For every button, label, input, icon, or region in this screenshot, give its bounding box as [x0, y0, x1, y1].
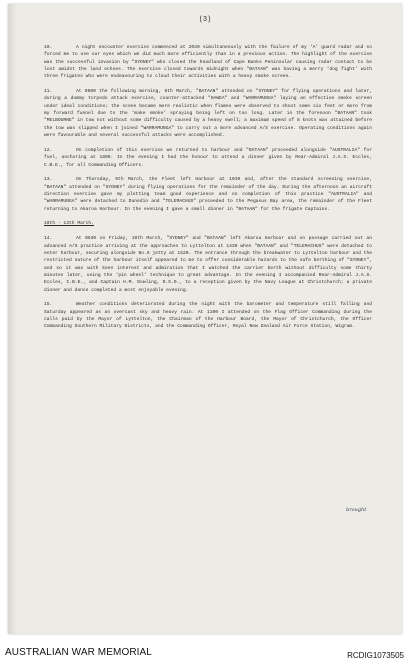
paragraph-number: 10.: [44, 45, 53, 50]
document-body: [44, 44, 372, 338]
paragraph-14: [44, 235, 372, 294]
section-heading: 10th - 13th March.: [44, 221, 94, 227]
paragraph-12: [44, 147, 372, 169]
paragraph-text: At 0600 the following morning, 8th March, "BATAAN" attended on "SYDNEY" for flying operations and later, during a dummy torpedo attack exercise, counter-attacked "HAWEA" and "WARRAMUNGA" laying an effective smoke screen under ideal conditions; the scene became more realistic when flames were observed to shoot some six feet or more from my forward funnel due to the ‘make smoke’ spraying being left on too long. Later in the forenoon "BATAAN" took "MELBOURNE" in tow not without some difficulty caused by a heavy swell; a maximum speed of 8 knots was attained before the tow was slipped when I joined "WARRAMUNGA" to carry out a more advanced A/S exercise. Operating conditions again were favourable and several successful attacks were accomplished.: [44, 89, 372, 139]
paragraph-15: [44, 301, 372, 330]
paragraph-10: [44, 44, 372, 81]
paragraph-text: On completion of this exercise we returned to harbour and "BATAAN" proceeded alongside "AUSTRALIA" for fuel, anchoring at 1800. In the evening I had the honour to attend a dinner given by Rear-Admiral J.A.S. Eccles, C.B.E., for all Commanding Officers.: [44, 147, 372, 168]
paragraph-text: At 0630 on Friday, 10th March, "SYDNEY" and "BATAAN" left Akaroa Harbour and on passage carried out an advanced A/S practice arriving at the approaches to Lyttelton at 1430 when "BATAAN" and "TELEMACHUS" were detached to enter harbour, securing alongside No.6 jetty at 1520. The entrance through the breakwater to Lyttelton harbour and the restricted nature of the harbour itself appeared to me to offer considerable hazards to the safe berthing of "SYDNEY", and so it was with keen interest and admiration that I watched the carrier berth without difficulty some thirty minutes later, using the ‘pin wheel’ technique to great advantage. In the evening I accompanied Rear-Admiral J.A.S. Eccles, C.B.E., and Captain H.M. Dowling, D.S.O., to a reception given by the Navy League at Christchurch; a private dinner and dance completed a most enjoyable evening.: [44, 236, 372, 293]
paragraph-number: 15.: [44, 302, 53, 308]
paragraph-text: A night encounter exercise commenced at 2030 simultaneously with the failure of my ‘A’ guard radar and so forced me to use our eyes which we did much more efficiently than in a previous action. The highlight of the exercise was the successful invasion by "SYDNEY" who closed the headland of Cape Banks Peninsular causing radar contact to be lost amidst the land echoes. The exercise closed towards midnight when "BATAAN" was having a merry ‘dog fight’ with three frigates who were endeavouring to cloud their activities with a heavy smoke screen.: [44, 45, 372, 80]
paragraph-number: 12.: [44, 147, 53, 153]
paragraph-text: On Thursday, 9th March, the Fleet left Harbour at 1030 and, after the standard screening exercise, "BATAAN" attended on "SYDNEY" during flying operations for the remainder of the day. During the afternoon an aircraft direction exercise gave my plotting team good experience and on completion of this practice "AUSTRALIA" and "WARRAMUNGA" were detached to Dunedin and "TELEMACHUS" proceeded to the Pegasus Bay area, the remainder of the Fleet returning to Akaroa Harbour. In the evening I gave a small dinner in "BATAAN" for the frigate Captains.: [44, 177, 372, 212]
paragraph-11: [44, 88, 372, 139]
paragraph-number: 14.: [44, 236, 53, 242]
paragraph-number: 13.: [44, 177, 53, 183]
record-id: RCDIG1073505: [347, 651, 404, 660]
document-page: [8, 4, 402, 634]
paragraph-text: Weather conditions deteriorated during the night with the barometer and temperature still falling and Saturday appeared as an overcast sky and heavy rain. At 1100 I attended on the Flag Officer Commanding during the calls paid by the Mayor of Lyttelton, the Chairman of the Harbour Board, the Mayor of Christchurch, the Officer Commanding Southern Military Districts, and the Commanding Officer, Royal New Zealand Air Force Station, Wigram.: [44, 302, 372, 330]
page-number: (3): [198, 16, 212, 24]
handwritten-annotation: brought: [346, 507, 367, 513]
archive-footer: [0, 638, 410, 666]
paragraph-number: 11.: [44, 89, 53, 95]
archive-name: AUSTRALIAN WAR MEMORIAL: [5, 647, 152, 658]
paragraph-13: [44, 176, 372, 213]
